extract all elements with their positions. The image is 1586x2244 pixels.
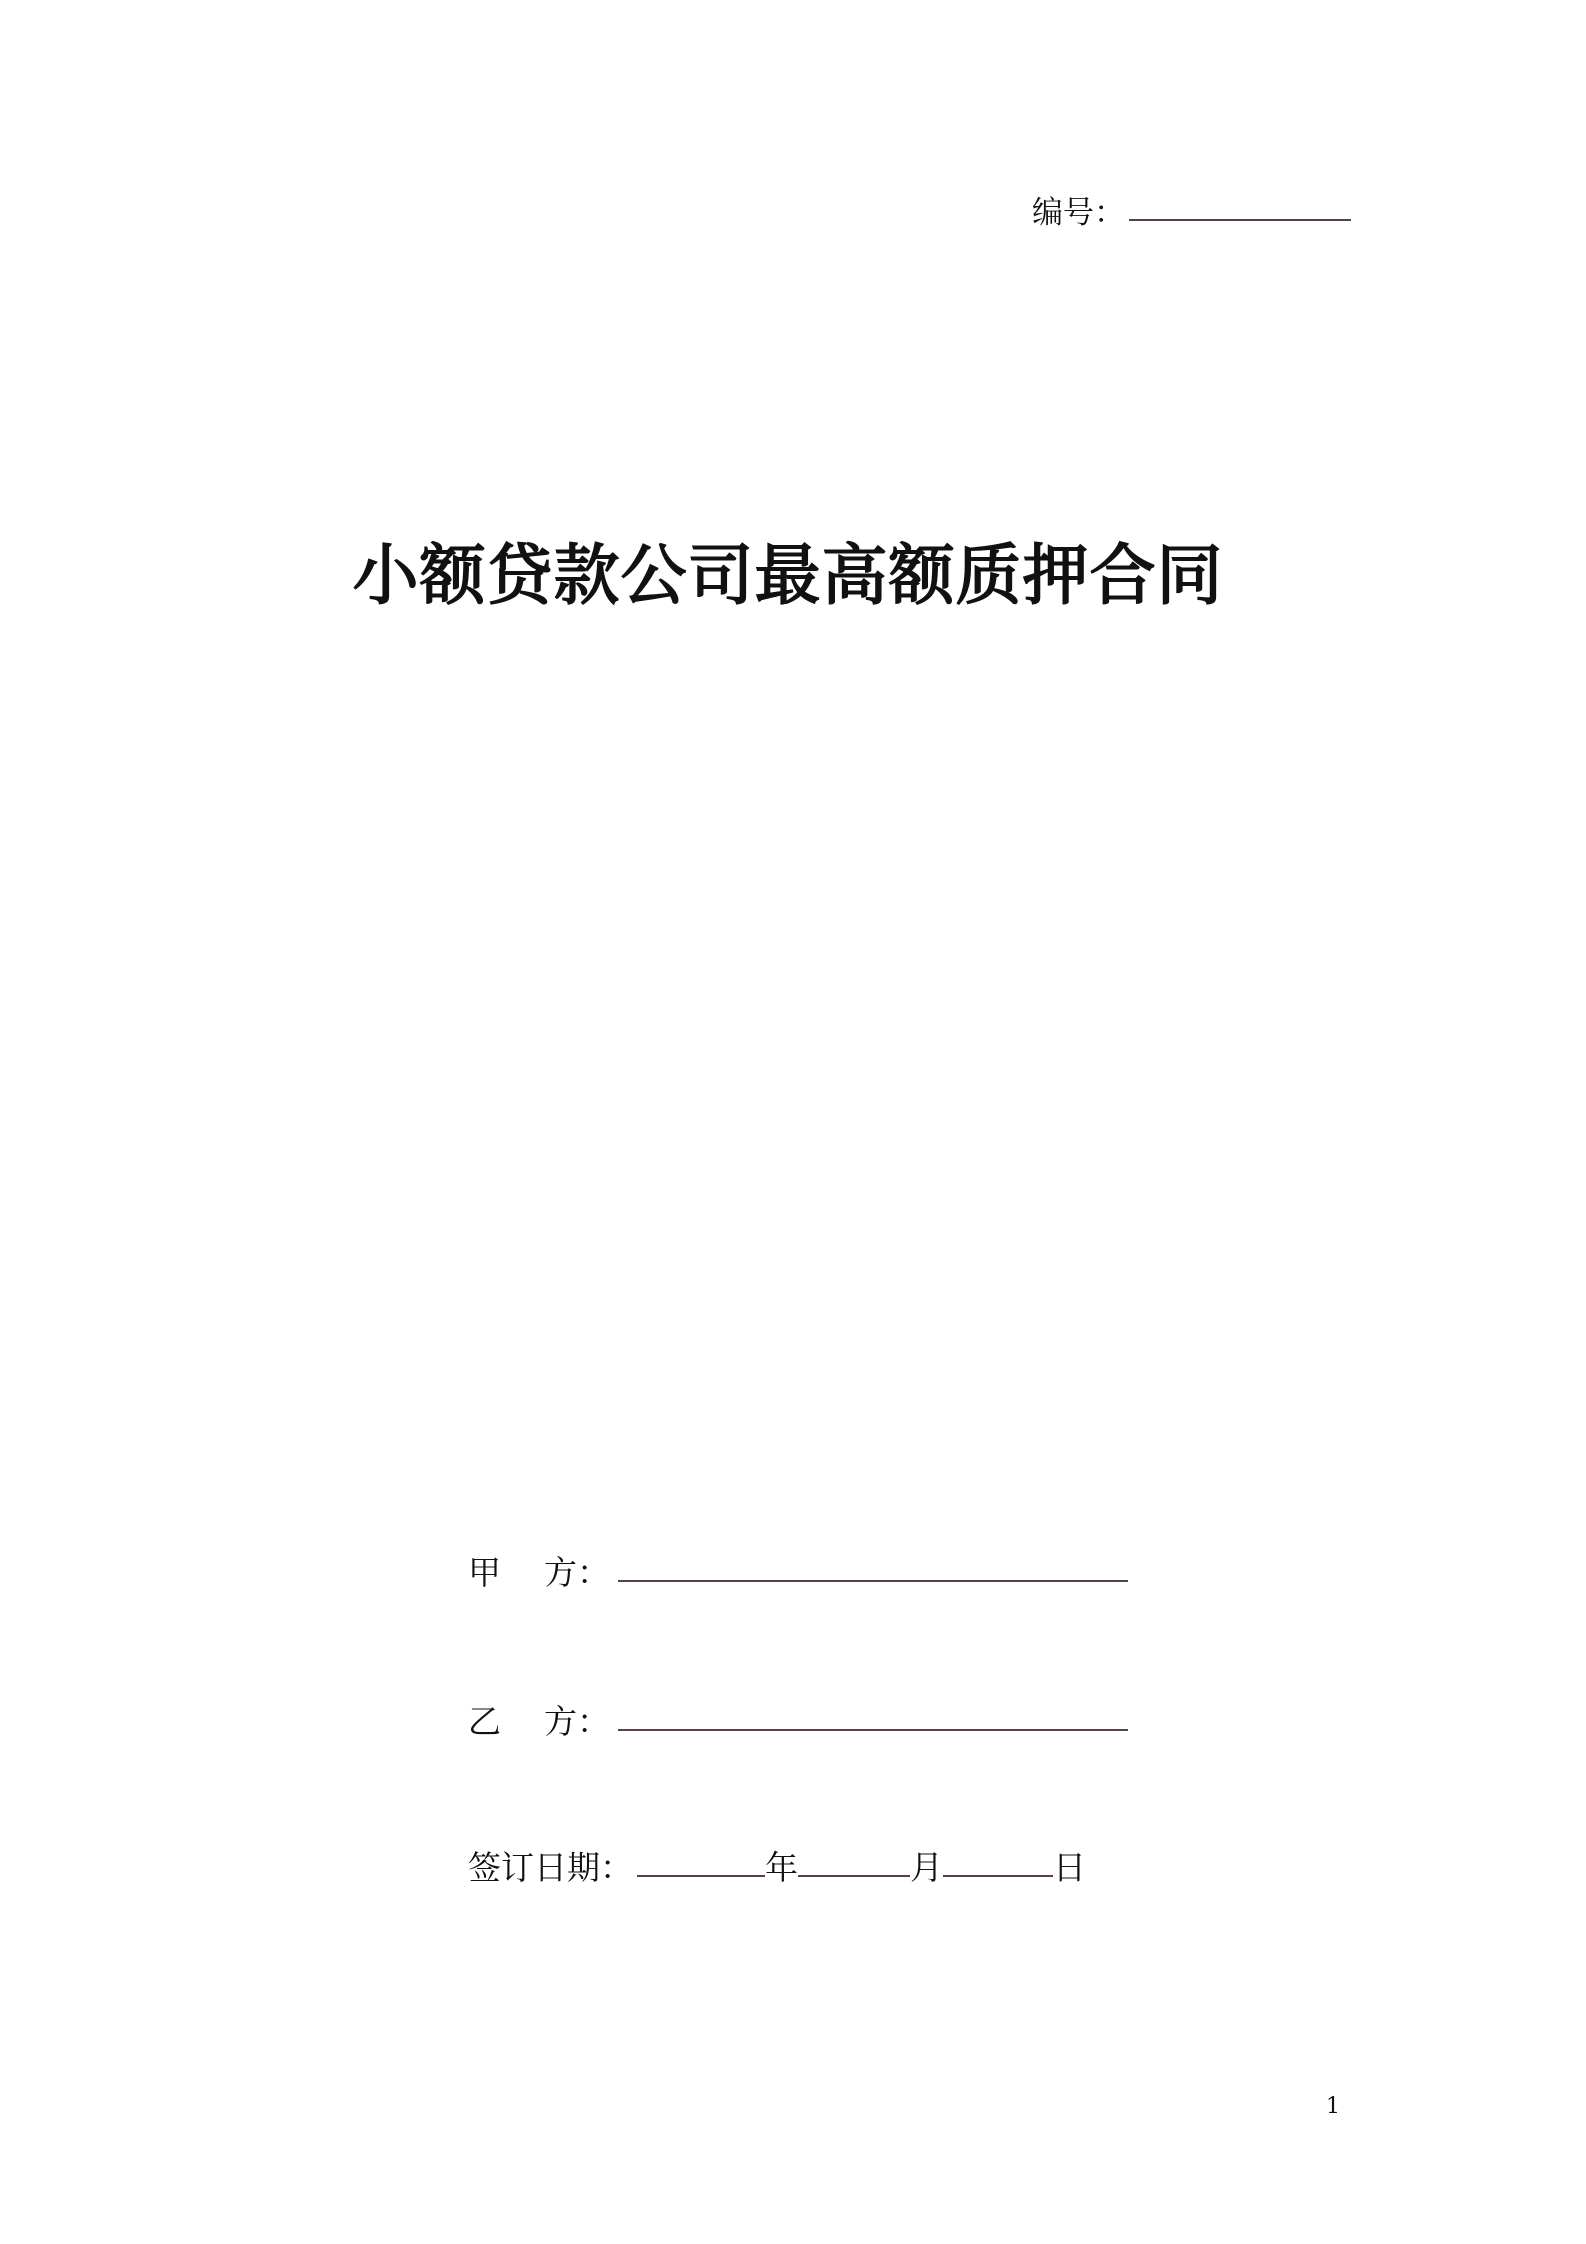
signing-day-blank[interactable] [943,1875,1053,1877]
party-a-label: 甲 方： [468,1553,610,1592]
contract-number-row [1032,188,1351,238]
signing-day-label: 日 [1053,1848,1086,1887]
party-b-blank[interactable] [618,1729,1128,1731]
signing-month-label: 月 [910,1848,943,1887]
contract-number-blank[interactable] [1129,219,1351,221]
signing-year-label: 年 [765,1848,798,1887]
contract-number-label: 编号： [1032,195,1125,231]
party-a-row [468,1548,1128,1598]
page-number: 1 [1326,2094,1340,2119]
party-b-label: 乙 方： [468,1702,610,1741]
signing-year-blank[interactable] [637,1875,765,1877]
signing-month-blank[interactable] [798,1875,910,1877]
signing-date-label: 签订日期： [468,1848,633,1887]
document-title: 小额贷款公司最高额质押合同 [352,536,1224,614]
party-b-row [468,1697,1128,1747]
signing-date-row [468,1843,1086,1893]
party-a-blank[interactable] [618,1580,1128,1582]
